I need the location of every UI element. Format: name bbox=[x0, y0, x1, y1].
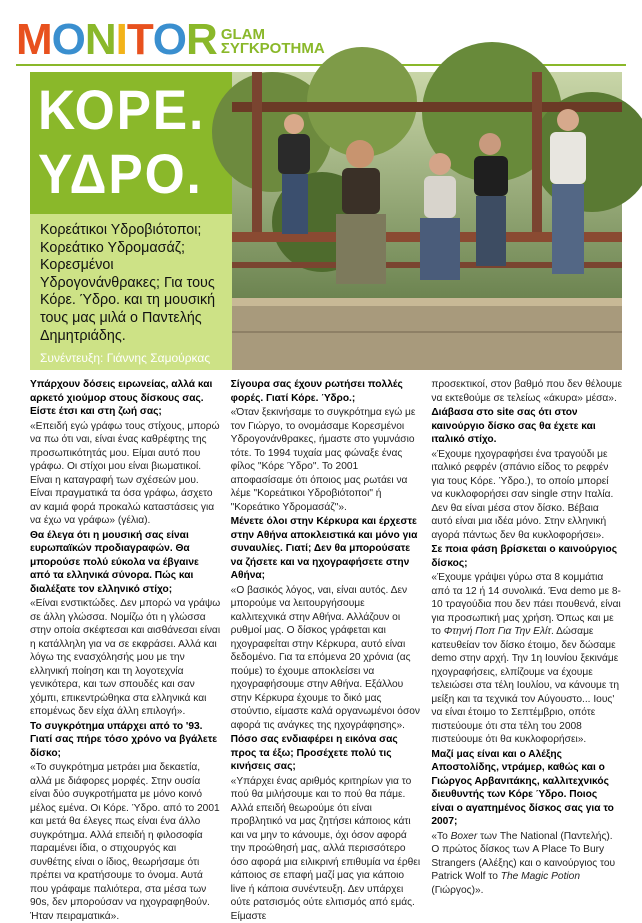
section-header bbox=[16, 14, 325, 62]
band-photo bbox=[232, 72, 622, 370]
interview-question: Υπάρχουν δόσεις ειρωνείας, αλλά και αρκετό χιούμορ στους δίσκους σας. Είστε έτσι και στη ζωή σας; bbox=[30, 378, 221, 419]
article-body bbox=[30, 378, 622, 878]
article-column-1 bbox=[30, 378, 221, 878]
section-title-letter: T bbox=[127, 18, 153, 62]
interview-question: Μαζί μας είναι και ο Αλέξης Αποστολίδης, ντράμερ, καθώς και ο Γιώργος Αρβανιτάκης, καλλιτεχνικός διευθυντής των Κόρε Ύδρο. Ποιος είναι ο αγαπημένος δίσκος σας για το 2007; bbox=[431, 748, 622, 829]
interview-question: Πόσο σας ενδιαφέρει η εικόνα σας προς τα έξω; Προσέχετε πολύ τις κινήσεις σας; bbox=[231, 733, 422, 774]
band-photo-illustration bbox=[232, 72, 622, 370]
interview-answer bbox=[431, 830, 622, 898]
subsection-line-1: GLAM bbox=[221, 28, 325, 42]
section-title-letter: M bbox=[16, 18, 52, 62]
interview-question: Διάβασα στο site σας ότι στον καινούργιο δίσκο σας θα έχετε και ιταλικό στίχο. bbox=[431, 406, 622, 447]
section-title-letter: O bbox=[52, 18, 85, 62]
lead-box bbox=[30, 214, 232, 370]
section-title-letter: R bbox=[186, 18, 217, 62]
interview-answer: «Υπάρχει ένας αριθμός κριτηρίων για το πού θα μιλήσουμε και το πού θα πάμε. Αλλά επειδή θεωρούμε ότι είναι προβλητικό να μας ζητήσει κάποιος κάτι και να μην το κάνουμε, όχι όσον αφορά την προώθησή μας, αλλά περισσότερο όσο αφορά μια ειλικρινή επιθυμία να έρθει κάποιος σε επαφή μαζί μας για κάποιο live ή κάποια συνέντευξη. Δεν υπάρχει ούτε ρατσισμός ούτε ελιτισμός από εμάς. Είμαστε bbox=[231, 775, 422, 923]
title-reference: Φτηνή Ποπ Για Την Ελίτ bbox=[444, 626, 551, 637]
byline-label: Συνέντευξη: bbox=[40, 351, 103, 365]
answer-text: . Δώσαμε κατευθείαν τον δίσκο έτοιμο, δεν δώσαμε demo στην αρχή. Την 1η Ιουνίου ξεκινάμε ηχογραφήσεις, ελπίζουμε να έχουμε τελειώσει στα τέλη Ιουλίου, να κάνουμε τη μείξη και τα τεχνικά τον Αύγουστο... Ιους' να είναι έτοιμο το Σεπτέμβριο, οπότε πιστεύουμε ότι στα τέλη του 2008 πιστεύουμε ότι θα κυκλοφορήσει». bbox=[431, 626, 619, 745]
interview-question: Σίγουρα σας έχουν ρωτήσει πολλές φορές. Γιατί Κόρε. Ύδρο.; bbox=[231, 378, 422, 405]
interview-answer: «Το συγκρότημα μετράει μια δεκαετία, αλλά με διάφορες μορφές. Στην ουσία είναι δύο συγκροτήματα με μόνο κοινό μέλος εμένα. Οι Κόρε. Ύδρο. από το 2001 και μετά θα έλεγες πως είναι ένα άλλο συγκρότημα. Αλλά επειδή η φιλοσοφία παραμένει ίδια, ο στιχουργός και συνθέτης είναι ο ίδιος, θεωρήσαμε ότι πρέπει να κρατήσουμε το όνομα. Αυτά που γράφαμε παλιότερα, στα μέσα των 90s, δεν μπορούσαν να ηχογραφηθούν. Ήταν πειραματικά». bbox=[30, 761, 221, 923]
interview-answer: «Ο βασικός λόγος, ναι, είναι αυτός. Δεν μπορούμε να λειτουργήσουμε καλλιτεχνικά στην Αθήνα. Αλλάζουν οι ρυθμοί μας. Ο δίσκος γράφεται και ηχογραφείται στην Κέρκυρα, αυτό είναι δεδομένο. Για τα επόμενα 20 χρόνια (ας πούμε) το έχουμε αποκλείσει να ηχογραφήσουμε στην Αθήνα. Εξάλλου στην Κέρκυρα έχουμε το δικό μας στούντιο, είμαστε καλά οργανωμένοι όσον αφορά τις ανάγκες της ηχογράφησης». bbox=[231, 584, 422, 733]
interview-answer: «Επειδή εγώ γράφω τους στίχους, μπορώ να πω ότι ναι, είναι ένας καθρέφτης της προσωπικότητάς μου. Είμαι αυτό που γράφω. Οι στίχοι μου είναι βιωματικοί. Είναι η καταγραφή των σχέσεών μου. Είναι πραγματικά τα όσα γράφω, άσχετο αν καμιά φορά προκαλώ καταστάσεις για να έχω να γράφω» (γέλια). bbox=[30, 420, 221, 528]
answer-text: των The National (Παντελής). Ο πρώτος δίσκος των A Place To Bury Strangers (Αλέξης) και ο καινούργιος του Patrick Wolf το bbox=[431, 831, 615, 883]
lead-paragraph: Κορεάτικοι Υδροβιότοποι; Κορεάτικο Υδρομασάζ; Κορεσμένοι Υδρογονάνθρακες; Για τους Κόρε. Ύδρο. και τη μουσική τους μας μιλά ο Παντελής Δημητριάδης. bbox=[40, 222, 222, 345]
title-reference: Boxer bbox=[451, 831, 478, 842]
section-title-letter: N bbox=[85, 18, 116, 62]
interview-question: Θα έλεγα ότι η μουσική σας είναι ευρωπαϊκών προδιαγραφών. Θα μπορούσε πολύ εύκολα να έβγαινε από τα ελληνικά σύνορα. Πώς και διαλέξατε τον ελληνικό στίχο; bbox=[30, 529, 221, 597]
section-title bbox=[16, 18, 217, 62]
article-column-2 bbox=[231, 378, 422, 878]
interview-answer: προσεκτικοί, στον βαθμό που δεν θέλουμε να εκτεθούμε σε τελείως «άκυρα» μέσα». bbox=[431, 378, 622, 405]
interview-question: Το συγκρότημα υπάρχει από το '93. Γιατί σας πήρε τόσο χρόνο να βγάλετε δίσκο; bbox=[30, 720, 221, 761]
interview-answer bbox=[431, 571, 622, 747]
hero bbox=[30, 72, 622, 370]
headline-box bbox=[30, 72, 232, 214]
interview-answer: «Όταν ξεκινήσαμε το συγκρότημα εγώ με τον Γιώργο, το ονομάσαμε Κορεσμένοι Υδρογονάνθρακες, ήμαστε στο γυμνάσιο τότε. Το 1994 τυχαία μας φώναξε ένας φίλος "Κόρε Ύδρο". Το 2001 αποφασίσαμε ότι όποιος μας ρωτάει να λέμε "Κορεάτικοι Υδροβιότοποι" ή "Κορεάτικο Υδρομασάζ"». bbox=[231, 406, 422, 514]
answer-text: (Γιώργος)». bbox=[431, 885, 483, 896]
article-column-3 bbox=[431, 378, 622, 878]
answer-text: «Έχουμε γράψει γύρω στα 8 κομμάτια από τα 12 ή 14 συνολικά. Ένα demo με 8-10 τραγούδια που δεν πάει πουθενά, είναι για προσωπική μας χρήση. Όπως και με το bbox=[431, 572, 621, 637]
interview-answer: «Έχουμε ηχογραφήσει ένα τραγούδι με ιταλικό ρεφρέν (σπάνιο είδος το ρεφρέν για τους Κόρε. Ύδρο.), το οποίο μπορεί να κυκλοφορήσει σαν single στην Ιταλία. Δεν θα είναι μέσα στον δίσκο. Βέβαια αυτό είναι μια ιδέα μόνο. Στην ελληνική αγορά πάντως δεν θα κυκλοφορήσει». bbox=[431, 448, 622, 543]
section-title-letter: I bbox=[116, 18, 127, 62]
interview-question: Σε ποια φάση βρίσκεται ο καινούργιος δίσκος; bbox=[431, 543, 622, 570]
subsection-label bbox=[221, 28, 325, 56]
interview-answer: «Είναι ενστικτώδες. Δεν μπορώ να γράψω σε άλλη γλώσσα. Νομίζω ότι η γλώσσα στην οποία σκέφτεσαι και αισθάνεσαι είναι η κατάλληλη για να σε εκφράσει. Αλλά και λόγω της ενασχόλησής μου με την ελληνική ποίηση και τη λογοτεχνία γενικότερα, και των σπουδές και σαν χόμπι, επικεντρώθηκα στα ελληνικά και επομένως δεν είχα άλλη επιλογή». bbox=[30, 597, 221, 719]
headline-line-1: ΚΟΡΕ. bbox=[38, 78, 209, 142]
byline-name: Γιάννης Σαμούρκας bbox=[107, 351, 210, 365]
title-reference: The Magic Potion bbox=[501, 871, 580, 882]
section-title-letter: O bbox=[153, 18, 186, 62]
byline bbox=[40, 351, 222, 365]
interview-question: Μένετε όλοι στην Κέρκυρα και έρχεστε στην Αθήνα αποκλειστικά και μόνο για συναυλίες. Γιατί; Δεν θα μπορούσατε να ζήσετε και να ηχογραφήσετε στην Αθήνα; bbox=[231, 515, 422, 583]
subsection-line-2: ΣΥΓΚΡΟΤΗΜΑ bbox=[221, 42, 325, 56]
answer-text: «Το bbox=[431, 831, 450, 842]
headline-line-2: ΥΔΡΟ. bbox=[38, 142, 209, 206]
